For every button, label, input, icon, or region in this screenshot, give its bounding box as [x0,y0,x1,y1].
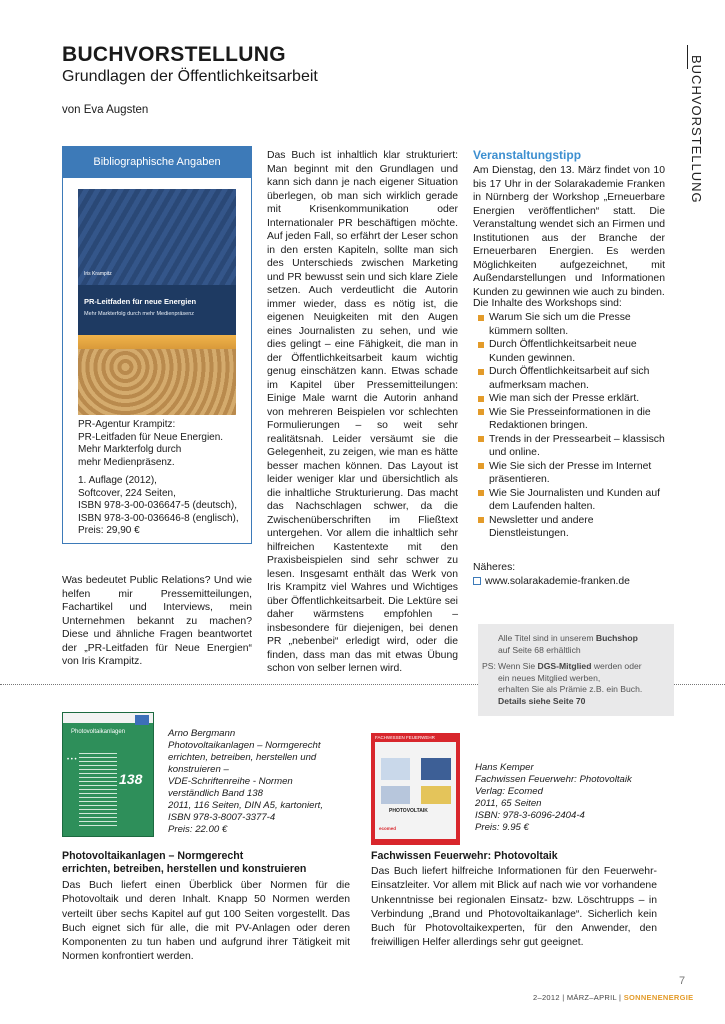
article-author: von Eva Augsten [62,104,149,116]
footer-brand: SONNENENERGIE [623,993,694,1002]
list-item: Wie Sie sich der Presse im Internet präsentieren. [473,460,665,487]
workshop-topics-list [473,311,665,541]
shop-text: Alle Titel sind in unserem [498,633,596,643]
cover-subtitle: Mehr Markterfolg durch mehr Medienpräsenz [84,311,195,317]
side-section-label-text: BUCHVORSTELLUNG [689,55,704,204]
event-tip-text: Am Dienstag, den 13. März findet von 10 bis 17 Uhr in der Solarakademie Franken in Nürnberg der Workshop „Erneuerbare Energien veröffentlichen“ statt. Die Veranstaltung wendet sich an Firmen und Institutionen aus der Branche der Erneuerbaren Energien. Es werden Möglichkeiten aufgezeichnet, mit Außendarstellungen und Informationen Kunden zu gewinnen wie auch zu binden. [473,165,665,298]
book-cover-photovoltaikanlagen [62,712,154,837]
book1-review-heading [62,850,362,876]
meta-line: Photovoltaikanlagen – Normgerecht errichten, betreiben, herstellen und konstruieren – [168,740,321,775]
footer [533,993,693,1002]
website-link[interactable] [473,575,630,589]
meta-line: VDE-Schriftenreihe - Normen verständlich Band 138 [168,776,293,799]
meta-line: Preis: 22.00 € [168,824,228,835]
cover-image [421,758,451,780]
biblio-line: PR-Agentur Krampitz: [78,419,176,430]
biblio-line: Preis: 29,90 € [78,525,140,536]
bookshop-text [498,633,638,656]
cover-image [381,786,410,804]
review-column: Das Buch ist inhaltlich klar strukturiert: Man beginnt mit den Grundlagen und kann sich dann je nach eigener Situation überlegen, ob man sich wirklich gerade mit Krisenkommunikation oder Internationaler PR beschäftigen möchte. Auf jeden Fall, so erfährt der Leser schon in den ersten Kapiteln, sollte man sich des Unterschieds zwischen Marketing und PR bewusst sein und sich klare Ziele setzen. Auch verdeutlicht die Autorin immer wieder, dass es nötig ist, die eigenen Neuigkeiten mit den Augen eines Journalisten zu sehen, und wie dies gelingt – eine Fähigkeit, die man in der Öffentlichkeitsarbeit kaum wichtig genug einschätzen kann. Etwas schade im Kapitel über Pressemitteilungen: Einige Male warnt die Autorin anhand von mehreren Beispielen vor schlechten Formulierungen – so weit sehr realitätsnah. Leider versäumt sie die Gelegenheit, zu zeigen, wie man es hätte besser machen können. Das Layout ist leider weniger klar und übersichtlich als die inhaltliche Strukturierung. Das macht das Nachschlagen schwer, da die Zwischenüberschriften im Fließtext untergehen. Vor allem die inhaltlich sehr hilfreichen Kastentexte mit den Praxisbeispielen sind sehr schwer zu lesen. Insgesamt enthält das Werk von Iris Krampitz viel Wahres und Wichtiges über Öffentlichkeitsarbeit. Die Lektüre sei daher wärmstens empfohlen – insbesondere für diejenigen, bei denen PR „nebenbei“ erledigt wird, oder die finden, dass man das mit etwas Übung schon von selber lernen wird. [267,150,458,674]
side-section-label [682,55,716,204]
meta-line: Verlag: Ecomed [475,786,543,797]
cover-series: FACHWISSEN FEUERWEHR [375,735,435,740]
workshop-intro: Die Inhalte des Workshops sind: [473,298,622,309]
list-item: Wie Sie Journalisten und Kunden auf dem Laufenden halten. [473,487,665,514]
list-item: Wie man sich der Presse erklärt. [473,392,665,406]
cover-inner [375,742,456,839]
cover-title: PR-Leitfaden für neue Energien [84,297,197,306]
list-item: Trends in der Pressearbeit – klassisch und online. [473,433,665,460]
biblio-line: ISBN 978-3-00-036647-5 (deutsch), [78,500,237,511]
membership-text [498,661,642,708]
shop-details-link: Details siehe Seite 70 [498,696,586,707]
bibliography-box [62,146,252,544]
event-tip-heading: Veranstaltungstipp [473,148,582,162]
book2-review-text: Das Buch liefert hilfreiche Informationen für den Feuerwehr-Einsatzleiter. Vor allem mit Blick auf nach wie vor vorhandene Unkenntnisse bei regionalen Einsatz- bzw. Löschtrupps – in Verbindung „Brand und Photovoltaikanlage“. Sicherlich kein Buch für Photovoltaikexperten, für den Anwender, den freiwilligen Helfer allerdings sehr gut geeignet. [371,866,657,949]
page-number: 7 [679,975,686,987]
cover-publisher: ecomed [379,826,397,831]
intro-paragraph: Was bedeutet Public Relations? Und wie helfen mir Pressemitteilungen, Fachartikel und Interviews, mein Unternehmen bekannt zu machen? Diese und ähnliche Fragen beantwortet der „PR-Leitfaden für Neue Energien“ von Iris Krampitz. [62,575,252,667]
book1-metadata [168,728,338,836]
list-item: Durch Öffentlichkeitsarbeit neue Kunden gewinnen. [473,338,665,365]
footer-issue: 2–2012 | MÄRZ–APRIL | [533,993,624,1002]
book2-review-heading: Fachwissen Feuerwehr: Photovoltaik [371,850,558,862]
page-title: BUCHVORSTELLUNG [62,43,286,66]
meta-line: Arno Bergmann [168,728,236,739]
meta-line: Fachwissen Feuerwehr: Photovoltaik [475,774,632,785]
list-item: Durch Öffentlichkeitsarbeit auf sich aufmerksam machen. [473,365,665,392]
cover-title: PHOTOVOLTAIK [389,808,428,814]
book1-review-text: Das Buch liefert einen Überblick über Normen für die Photovoltaik und deren Inhalt. Knapp 50 Normen werden verteilt über sechs Kapitel auf gut 100 Seiten vorgestellt. Das Buch eignet sich für alle, die mit PV-Anlagen oder deren Komponenten zu tun haben und aufgrund ihrer Tätigkeit mit Normen konfrontiert werden. [62,880,350,963]
more-info-label: Näheres: [473,562,516,573]
biblio-line: PR-Leitfaden für Neue Energien. [78,431,224,443]
bookshop-notice [478,624,674,716]
cover-title: Photovoltaikanlagen [71,729,126,735]
meta-line: ISBN 978-3-8007-3377-4 [168,812,276,823]
biblio-publisher [78,419,248,469]
bibliography-details [78,419,248,544]
shop-text: werden oder [591,661,642,671]
shop-text: Wenn Sie [498,661,538,671]
biblio-line: ISBN 978-3-00-036646-8 (englisch), [78,512,239,524]
list-item: Wie Sie Presseinformationen in die Redaktionen bringen. [473,406,665,433]
meta-line: 2011, 116 Seiten, DIN A5, kartoniert, [168,800,324,811]
website-url[interactable]: www.solarakademie-franken.de [485,576,630,587]
biblio-line: Softcover, 224 Seiten, [78,487,176,499]
book-cover-feuerwehr [371,733,460,845]
meta-line: ISBN: 978-3-6096-2404-4 [475,810,585,821]
cover-image [381,758,410,780]
meta-line: Hans Kemper [475,762,534,773]
book2-metadata [475,762,655,834]
cover-number: 138 [119,771,143,787]
shop-highlight: DGS-Mitglied [537,661,592,671]
biblio-edition [78,475,248,538]
cover-image [421,786,451,804]
heading-line: Photovoltaikanlagen – Normgerecht [62,850,244,862]
section-divider [0,684,478,685]
biblio-line: Mehr Markterfolg durch [78,444,182,455]
cover-author: Iris Krampitz [84,271,112,277]
list-item: Warum Sie sich um die Presse kümmern sollten. [473,311,665,338]
link-icon [473,577,481,585]
section-divider [674,684,725,685]
page-subtitle: Grundlagen der Öffentlichkeitsarbeit [62,68,318,85]
shop-text: ein neues Mitglied werben, [498,672,601,683]
list-item: Newsletter und andere Dienstleistungen. [473,514,665,541]
shop-text: auf Seite 68 erhältlich [498,644,581,655]
shop-link: Buchshop [595,633,638,643]
book-cover-image [78,189,236,415]
biblio-line: mehr Medienpräsenz. [78,456,175,468]
biblio-line: 1. Auflage (2012), [78,475,157,486]
cover-sunset [78,335,236,349]
cover-title-band [78,285,236,335]
cover-dots: • • • [67,757,77,763]
meta-line: Preis: 9.95 € [475,822,529,833]
meta-line: 2011, 65 Seiten [475,798,542,809]
shop-text: erhalten Sie als Prämie z.B. ein Buch. [498,684,643,695]
ps-label: PS: [482,661,496,671]
heading-line: errichten, betreiben, herstellen und konstruieren [62,863,307,875]
cover-text-block [79,753,117,827]
publisher-logo [135,715,149,725]
bibliography-heading: Bibliographische Angaben [63,147,251,178]
